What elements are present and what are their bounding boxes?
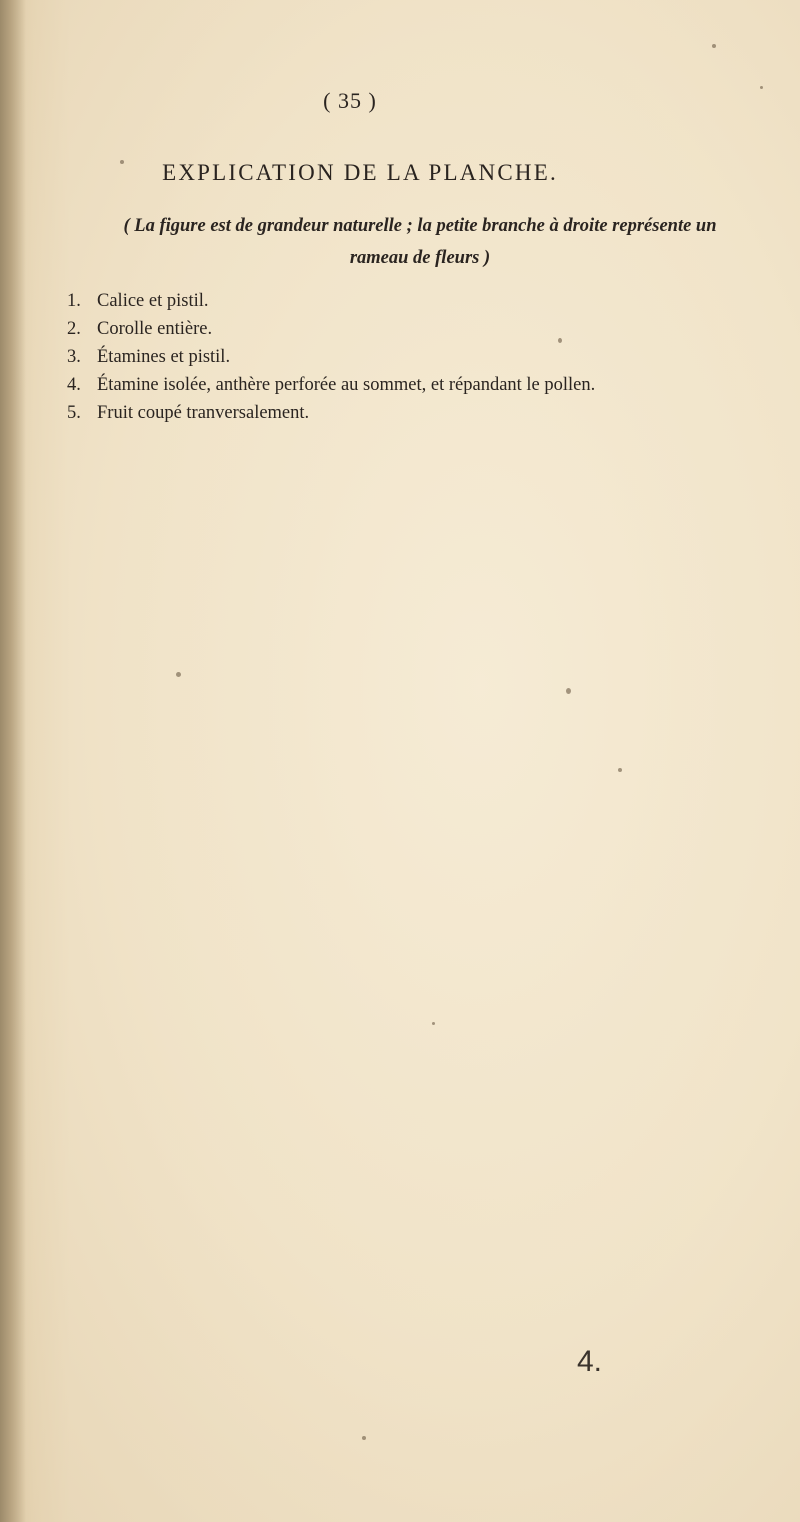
legend-item-number: 5. bbox=[67, 403, 81, 423]
legend-item-text: Corolle entière. bbox=[97, 319, 213, 339]
paper-speck bbox=[120, 160, 124, 164]
legend-item-text: Fruit coupé tranversalement. bbox=[97, 403, 310, 423]
legend-item bbox=[67, 371, 787, 399]
paper-speck bbox=[566, 688, 571, 694]
page-number: ( 35 ) bbox=[323, 88, 377, 113]
legend-item-text: Étamines et pistil. bbox=[97, 347, 231, 367]
paper-speck bbox=[432, 1022, 435, 1025]
paper-speck bbox=[760, 86, 763, 89]
legend-item-text: Calice et pistil. bbox=[97, 291, 209, 311]
paper-speck bbox=[712, 44, 716, 48]
legend-item-number: 1. bbox=[67, 291, 81, 311]
legend-item bbox=[67, 315, 787, 343]
paper-speck bbox=[176, 672, 181, 677]
plate-mark: 4. bbox=[577, 1345, 603, 1378]
paper-speck bbox=[558, 338, 562, 343]
paper-speck bbox=[362, 1436, 366, 1440]
figure-legend bbox=[67, 287, 787, 427]
legend-item-number: 2. bbox=[67, 319, 81, 339]
paper-speck bbox=[618, 768, 622, 772]
legend-item-number: 4. bbox=[67, 375, 81, 395]
legend-item bbox=[67, 287, 787, 315]
legend-item-text: Étamine isolée, anthère perforée au sommet, et répandant le pollen. bbox=[97, 375, 596, 395]
legend-item bbox=[67, 343, 787, 371]
legend-item bbox=[67, 399, 787, 427]
section-heading: EXPLICATION DE LA PLANCHE. bbox=[162, 160, 558, 185]
page-gutter bbox=[0, 0, 26, 1522]
legend-item-number: 3. bbox=[67, 347, 81, 367]
figure-caption: ( La figure est de grandeur naturelle ; la petite branche à droite représente un rameau de fleurs ) bbox=[123, 216, 717, 268]
